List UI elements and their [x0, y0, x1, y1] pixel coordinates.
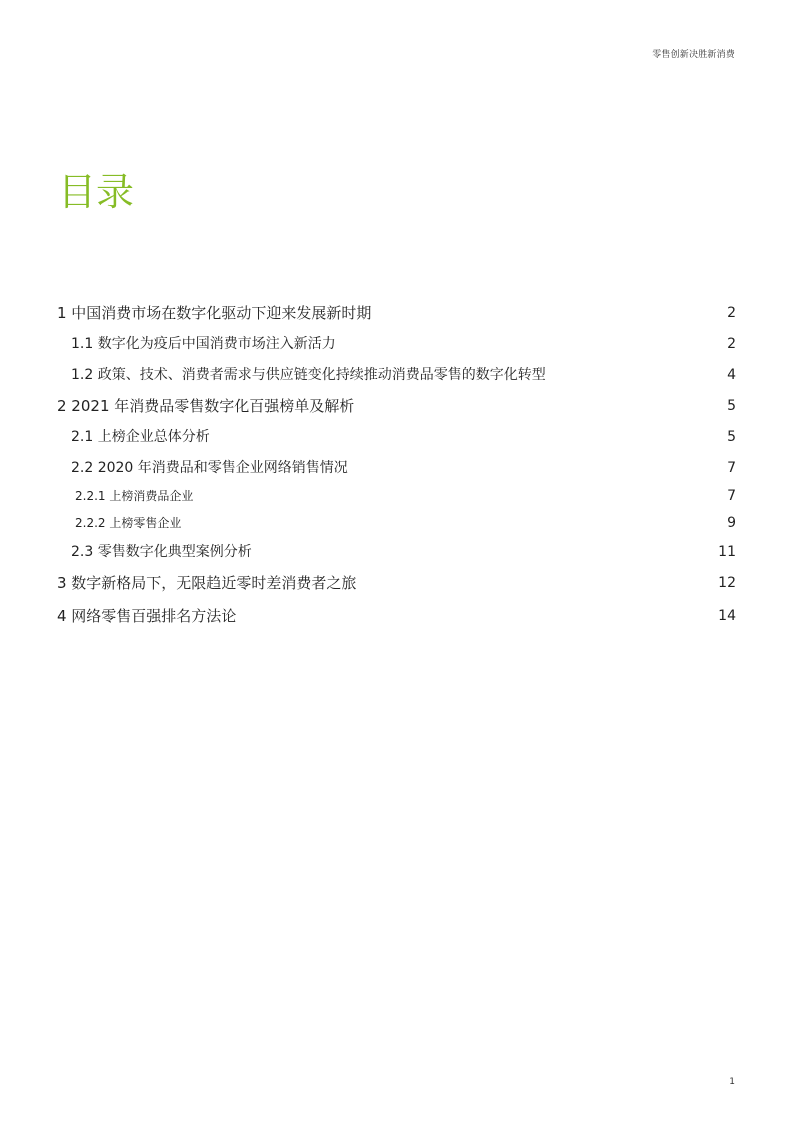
toc-entry-page: 5 [727, 398, 736, 414]
toc-entry-page: 11 [718, 544, 736, 560]
toc-entry-page: 12 [718, 575, 736, 591]
toc-entry[interactable] [0, 298, 793, 328]
toc-entry-label: 2.3 零售数字化典型案例分析 [71, 544, 252, 560]
toc-entry-label: 2 2021 年消费品零售数字化百强榜单及解析 [57, 397, 355, 415]
toc-entry-page: 7 [727, 488, 736, 504]
toc-entry[interactable] [0, 601, 793, 631]
toc-entry[interactable] [0, 453, 793, 483]
toc-entry-label: 1.1 数字化为疫后中国消费市场注入新活力 [71, 336, 336, 352]
toc-entry-page: 2 [727, 336, 736, 352]
toc-entry-label: 1.2 政策、技术、消费者需求与供应链变化持续推动消费品零售的数字化转型 [71, 367, 546, 383]
toc-entry[interactable] [0, 508, 793, 538]
toc-entry-label: 3 数字新格局下，无限趋近零时差消费者之旅 [57, 574, 357, 592]
toc-entry[interactable] [0, 568, 793, 598]
toc-entry-page: 5 [727, 429, 736, 445]
toc-entry[interactable] [0, 537, 793, 567]
toc-entry-label: 1 中国消费市场在数字化驱动下迎来发展新时期 [57, 304, 372, 322]
toc-entry-label: 2.2.2 上榜零售企业 [75, 516, 182, 530]
toc-entry[interactable] [0, 481, 793, 511]
toc-entry-page: 2 [727, 305, 736, 321]
toc-title: 目录 [58, 170, 135, 214]
toc-entry[interactable] [0, 360, 793, 390]
toc-entry-label: 2.2.1 上榜消费品企业 [75, 489, 194, 503]
toc-entry[interactable] [0, 422, 793, 452]
running-header: 零售创新决胜新消费 [652, 50, 735, 60]
toc-entry-page: 14 [718, 608, 736, 624]
toc-entry-label: 2.1 上榜企业总体分析 [71, 429, 210, 445]
toc-entry-page: 9 [727, 515, 736, 531]
toc-entry-page: 7 [727, 460, 736, 476]
toc-entry-page: 4 [727, 367, 736, 383]
page-number: 1 [729, 1077, 735, 1087]
toc-entry[interactable] [0, 391, 793, 421]
toc-entry-label: 4 网络零售百强排名方法论 [57, 607, 237, 625]
toc-entry[interactable] [0, 329, 793, 359]
toc-entry-label: 2.2 2020 年消费品和零售企业网络销售情况 [71, 460, 348, 476]
